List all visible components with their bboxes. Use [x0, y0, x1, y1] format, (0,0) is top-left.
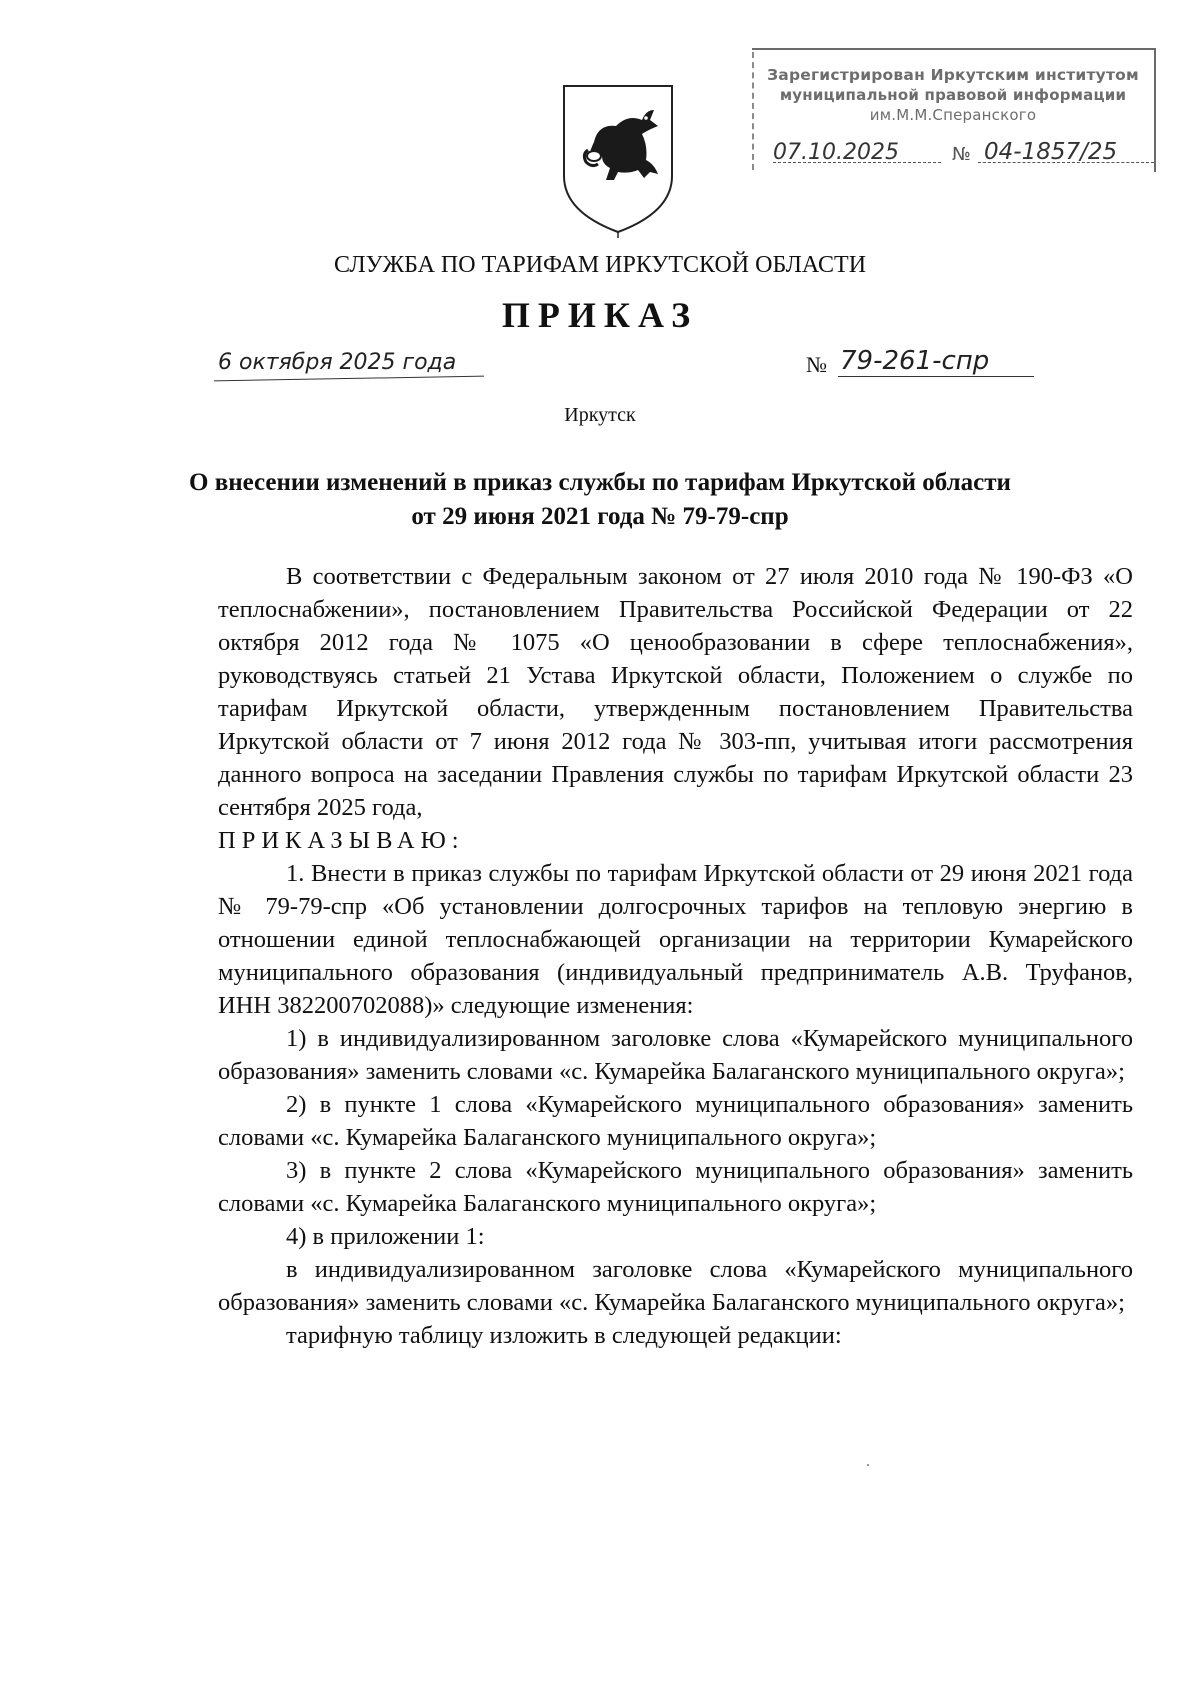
subitem-4a-paragraph: в индивидуализированном заголовке слова «Кумарейского муниципального образования» заменить словами «с. Кумарейка Балаганского муниципального округа»;: [218, 1256, 1133, 1316]
document-title: [150, 466, 1050, 534]
stamp-number-label: №: [952, 144, 971, 165]
coat-of-arms-emblem: [558, 80, 678, 240]
item-1-paragraph: 1. Внести в приказ службы по тарифам Иркутской области от 29 июня 2021 года № 79-79-спр «Об установлении долгосрочных тарифов на тепловую энергию в отношении единой теплоснабжающей организации на территории Кумарейского муниципального образования (индивидуальный предприниматель А.В. Труфанов, ИНН 382200702088)» следующие изменения:: [218, 860, 1133, 1019]
document-body: [218, 560, 1133, 1352]
stamp-registration-date: 07.10.2025: [773, 140, 899, 165]
stamp-date-underline: [773, 162, 941, 163]
subitem-4b-paragraph: тарифную таблицу изложить в следующей редакции:: [286, 1322, 842, 1349]
order-number-label: №: [806, 352, 827, 377]
subitem-1-paragraph: 1) в индивидуализированном заголовке слова «Кумарейского муниципального образования» заменить словами «с. Кумарейка Балаганского муниципального округа»;: [218, 1025, 1133, 1085]
subitem-4-paragraph: 4) в приложении 1:: [286, 1223, 485, 1250]
document-title-line-2: от 29 июня 2021 года № 79-79-спр: [411, 503, 789, 530]
stamp-line-1: Зарегистрирован Иркутским институтом: [767, 66, 1139, 84]
organization-name: СЛУЖБА ПО ТАРИФАМ ИРКУТСКОЙ ОБЛАСТИ: [333, 252, 867, 278]
order-number-underline: [838, 376, 1034, 377]
document-type-heading: ПРИКАЗ: [501, 295, 699, 335]
stamp-registration-number: 04-1857/25: [984, 139, 1118, 165]
subitem-3-paragraph: 3) в пункте 2 слова «Кумарейского муниципального образования» заменить словами «с. Кумарейка Балаганского муниципального округа»;: [218, 1157, 1133, 1217]
scan-speck: [867, 1464, 869, 1466]
order-number: 79-261-спр: [840, 346, 990, 376]
subitem-2-paragraph: 2) в пункте 1 слова «Кумарейского муниципального образования» заменить словами «с. Кумарейка Балаганского муниципального округа»;: [218, 1091, 1133, 1151]
prikazyvayu-heading: ПРИКАЗЫВАЮ:: [218, 827, 465, 854]
preamble-paragraph: В соответствии с Федеральным законом от 27 июля 2010 года № 190-ФЗ «О теплоснабжении», постановлением Правительства Российской Федерации от 22 октября 2012 года № 1075 «О ценообразовании в сфере теплоснабжения», руководствуясь статьей 21 Устава Иркутской области, Положением о службе по тарифам Иркутской области, утвержденным постановлением Правительства Иркутской области от 7 июня 2012 года № 303-пп, учитывая итоги рассмотрения данного вопроса на заседании Правления службы по тарифам Иркутской области 23 сентября 2025 года,: [218, 563, 1133, 821]
city-name: Иркутск: [564, 404, 636, 426]
stamp-number-underline: [978, 162, 1154, 163]
order-date: 6 октября 2025 года: [218, 350, 457, 375]
stamp-line-2: муниципальной правовой информации: [779, 86, 1127, 104]
stamp-line-3: им.М.М.Сперанского: [869, 106, 1037, 124]
order-date-underline: [214, 376, 484, 382]
document-title-line-1: О внесении изменений в приказ службы по тарифам Иркутской области: [189, 469, 1011, 496]
